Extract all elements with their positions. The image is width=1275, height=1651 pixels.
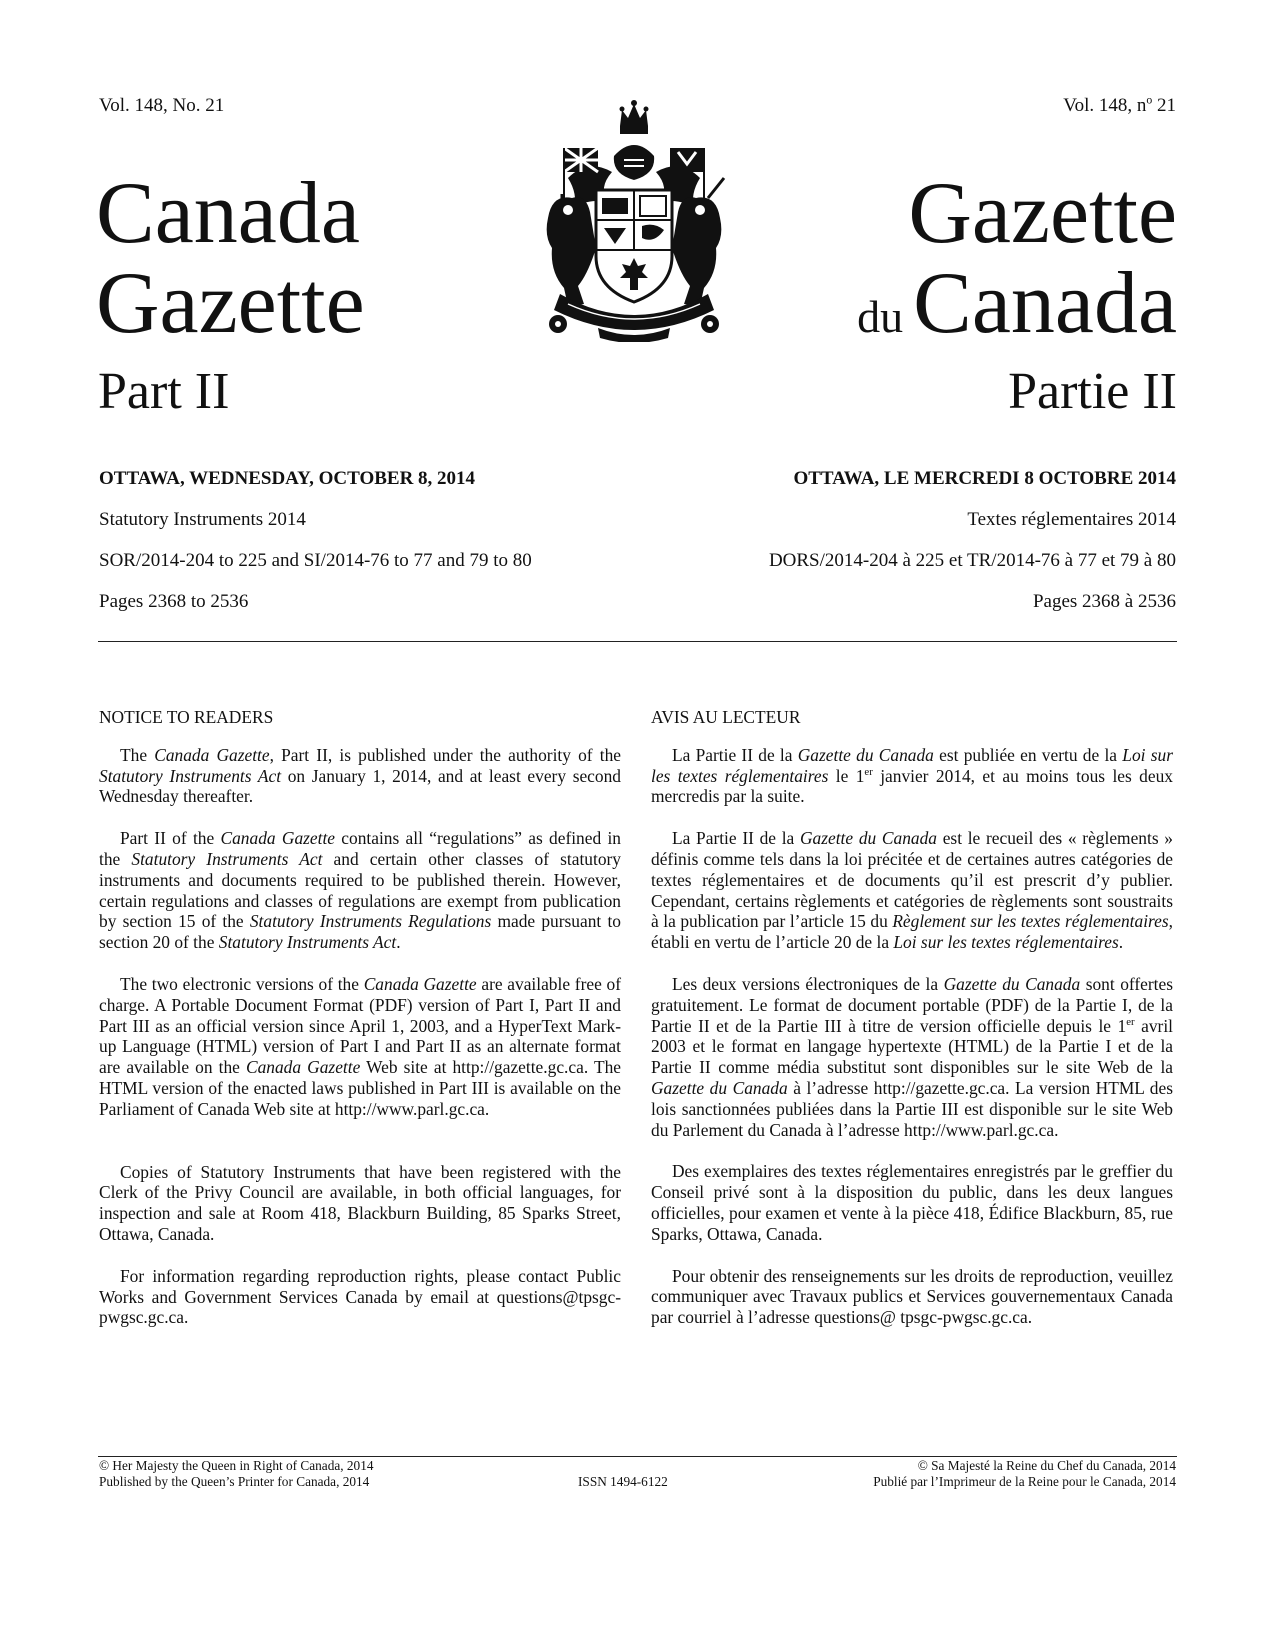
notice-heading-en: NOTICE TO READERS <box>99 707 274 727</box>
statutory-instruments-en: Statutory Instruments 2014 <box>99 509 306 530</box>
notice-paragraph-5-en: For information regarding reproduction rights, please contact Public Works and Government Services Canada by email at questions@tpsgc-pwgsc.gc.ca. <box>99 1265 621 1328</box>
title-en-canada: Canada <box>96 165 360 262</box>
volume-number-en: Vol. 148, No. 21 <box>99 95 225 116</box>
page-range-en: Pages 2368 to 2536 <box>99 591 249 612</box>
coat-of-arms-icon <box>538 98 730 342</box>
notice-paragraph-1-fr: La Partie II de la Gazette du Canada est publiée en vertu de la Loi sur les textes réglementaires le 1er janvier 2014, et au moins tous les deux mercredis par la suite. <box>651 744 1173 807</box>
notice-paragraph-2-fr: La Partie II de la Gazette du Canada est le recueil des « règlements » définis comme tels dans la loi précitée et de certaines autres catégories de textes réglementaires et de documents qu’il est prescrit d’y publier. Cependant, certains règlements et catégories de règlements sont soustraits à la publication par l’article 15 du Règlement sur les textes réglementaires, établi en vertu de l’article 20 de la Loi sur les textes réglementaires. <box>651 828 1174 953</box>
part-label-en: Part II <box>98 363 230 420</box>
volume-number-fr: Vol. 148, $n^o$ 21 <box>1063 93 1176 116</box>
notice-column-en <box>99 707 621 1328</box>
footer-divider <box>98 1456 1177 1457</box>
notice-paragraph-2-en: Part II of the Canada Gazette contains all “regulations” as defined in the Statutory Instruments Act and certain other classes of statutory instruments and documents required to be published therein. However, certain regulations and classes of regulations are exempt from publication by section 15 of the Statutory Instruments Regulations made pursuant to section 20 of the Statutory Instruments Act. <box>99 828 621 953</box>
notice-paragraph-4-en: Copies of Statutory Instruments that have been registered with the Clerk of the Privy Council are available, in both official languages, for inspection and sale at Room 418, Blackburn Building, 85 Sparks Street, Ottawa, Canada. <box>99 1161 621 1244</box>
copyright-fr: © Sa Majesté la Reine du Chef du Canada, 2014 <box>917 1458 1176 1473</box>
copyright-en: © Her Majesty the Queen in Right of Canada, 2014 <box>99 1458 374 1473</box>
header-divider <box>98 641 1177 642</box>
notice-paragraph-1-en: The Canada Gazette, Part II, is published under the authority of the Statutory Instruments Act on January 1, 2014, and at least every second Wednesday thereafter. <box>99 744 622 807</box>
notice-column-fr <box>651 707 1173 1328</box>
footer-fr <box>873 1458 1176 1490</box>
part-label-fr: Partie II <box>1008 363 1177 420</box>
issue-date-en: OTTAWA, WEDNESDAY, OCTOBER 8, 2014 <box>99 468 476 489</box>
notice-paragraph-4-fr: Des exemplaires des textes réglementaires enregistrés par le greffier du Conseil privé sont à la disposition du public, dans les deux langues officielles, pour examen et vente à la pièce 418, Édifice Blackburn, 85, rue Sparks, Ottawa, Canada. <box>651 1161 1173 1244</box>
title-fr-gazette: Gazette <box>908 165 1177 262</box>
title-fr-du-canada: du Canada <box>857 255 1177 352</box>
statutory-instruments-fr: Textes réglementaires 2014 <box>967 509 1176 530</box>
notice-paragraph-3-fr: Les deux versions électroniques de la Gazette du Canada sont offertes gratuitement. Le format de document portable (PDF) de la Partie I, de la Partie II et de la Partie III à titre de version officielle depuis le 1er avril 2003 et le format en langage hypertexte (HTML) de la Partie I et de la Partie II comme média substitut sont disponibles sur le site Web de la Gazette du Canada à l’adresse http://gazette.gc.ca. La version HTML des lois sanctionnées publiées dans la Partie III est disponible sur le site Web du Parlement du Canada à l’adresse http://www.parl.gc.ca. <box>651 973 1173 1140</box>
sor-range-en: SOR/2014-204 to 225 and SI/2014-76 to 77 and 79 to 80 <box>99 550 532 571</box>
printer-en: Published by the Queen’s Printer for Canada, 2014 <box>99 1474 370 1489</box>
notice-paragraph-3-en: The two electronic versions of the Canada Gazette are available free of charge. A Portable Document Format (PDF) version of Part I, Part II and Part III as an official version since April 1, 2003, and a HyperText Mark-up Language (HTML) version of Part I and Part II as an alternate format are available on the Canada Gazette Web site at http://gazette.gc.ca. The HTML version of the enacted laws published in Part III is available on the Parliament of Canada Web site at http://www.parl.gc.ca. <box>99 973 622 1119</box>
printer-fr: Publié par l’Imprimeur de la Reine pour le Canada, 2014 <box>873 1474 1176 1489</box>
notice-paragraph-5-fr: Pour obtenir des renseignements sur les droits de reproduction, veuillez communiquer avec Travaux publics et Services gouvernementaux Canada par courriel à l’adresse questions@ tpsgc-pwgsc.gc.ca. <box>651 1265 1173 1328</box>
sor-range-fr: DORS/2014-204 à 225 et TR/2014-76 à 77 et 79 à 80 <box>768 550 1176 571</box>
page-range-fr: Pages 2368 à 2536 <box>1032 591 1176 612</box>
issue-date-fr: OTTAWA, LE MERCREDI 8 OCTOBRE 2014 <box>793 468 1176 489</box>
footer-en <box>99 1458 374 1490</box>
notice-heading-fr: AVIS AU LECTEUR <box>651 707 801 727</box>
title-en-gazette: Gazette <box>96 255 365 352</box>
issn: ISSN 1494-6122 <box>578 1474 668 1489</box>
